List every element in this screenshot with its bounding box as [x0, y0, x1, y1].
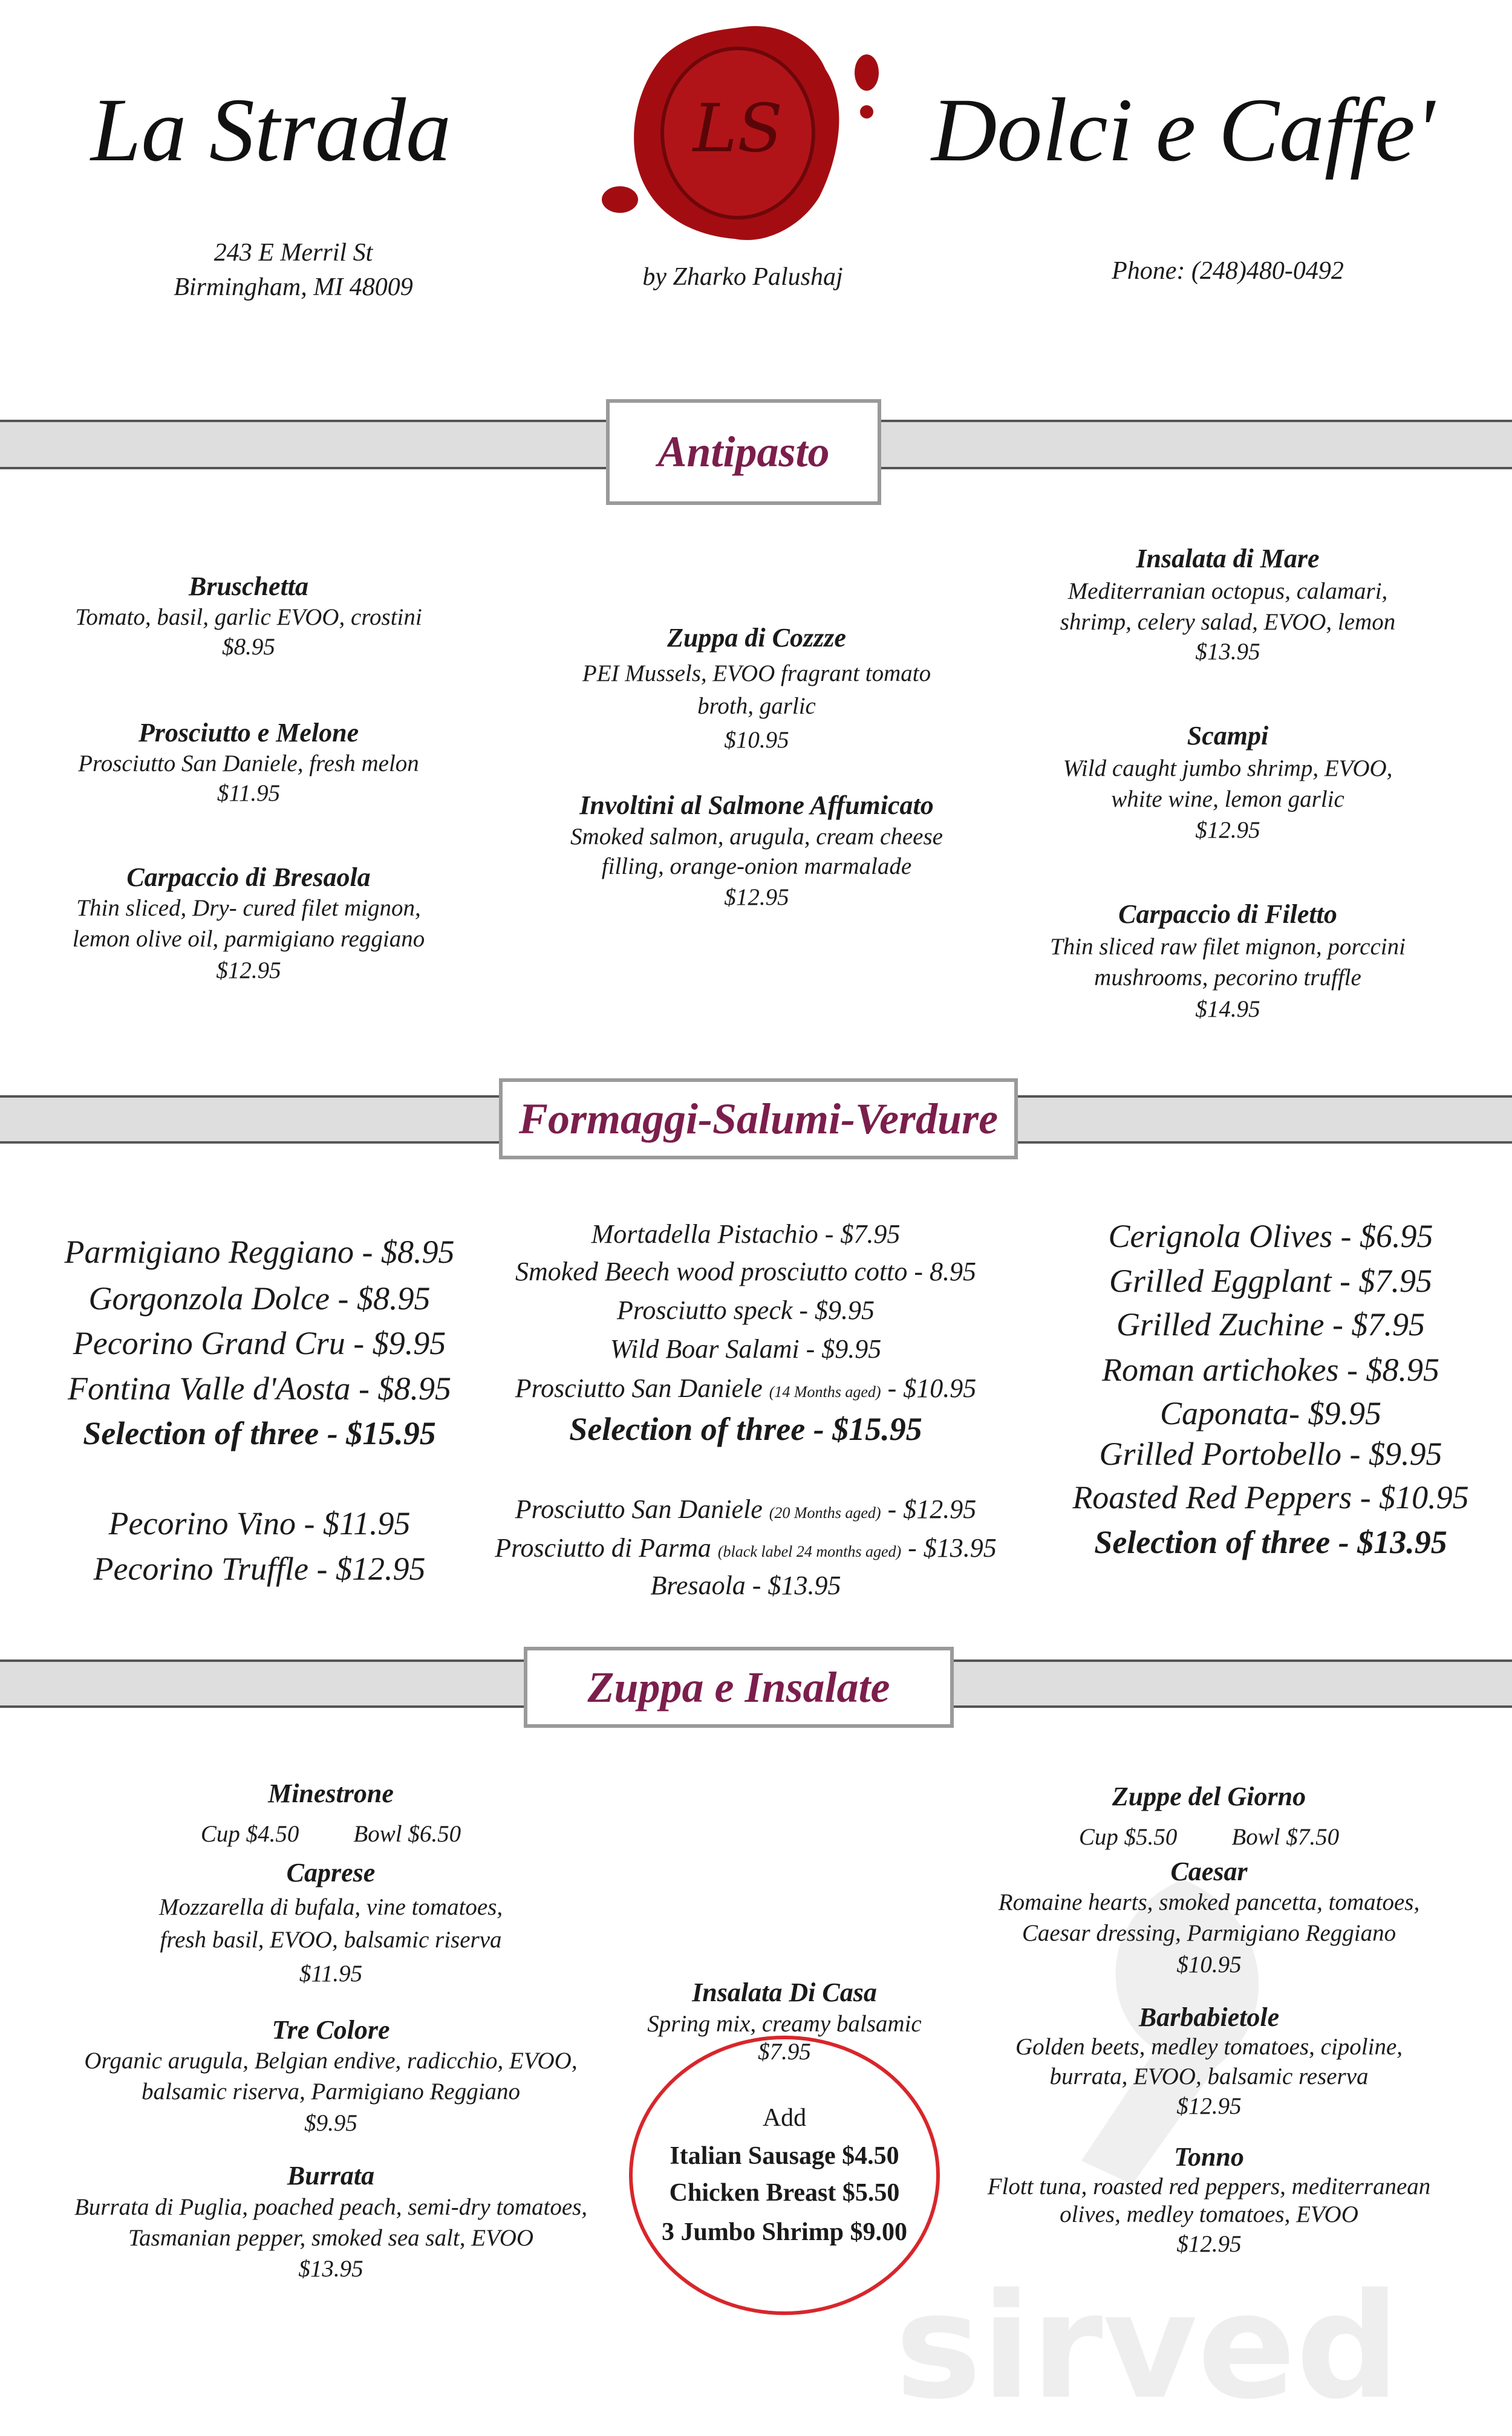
watermark: sirved — [895, 2262, 1400, 2431]
item-price: $10.95 — [724, 727, 789, 753]
cup-bowl-prices — [1079, 1824, 1339, 1851]
item-desc: Organic arugula, Belgian endive, radicchio, EVOO, — [84, 2048, 578, 2074]
item-desc: Spring mix, creamy balsamic — [647, 2011, 922, 2037]
item-price: $14.95 — [1195, 996, 1260, 1022]
salumi-price: - $12.95 — [881, 1494, 977, 1524]
item-price: $12.95 — [1195, 817, 1260, 843]
address-line1: 243 E Merril St — [213, 239, 373, 267]
item-price: $12.95 — [724, 884, 789, 910]
item-desc: Thin sliced, Dry- cured filet mignon, — [76, 895, 421, 921]
phone: Phone: (248)480-0492 — [1112, 257, 1344, 285]
salumi-item: Mortadella Pistachio - $7.95 — [591, 1219, 901, 1249]
item-name: Involtini al Salmone Affumicato — [579, 790, 934, 820]
add-on-item: Chicken Breast $5.50 — [669, 2179, 900, 2207]
verdure-item: Grilled Eggplant - $7.95 — [1109, 1263, 1432, 1299]
item-name: Minestrone — [268, 1779, 394, 1808]
salumi-name: Prosciutto San Daniele — [515, 1494, 763, 1524]
wax-seal-logo — [596, 15, 886, 251]
section-title-zuppa: Zuppa e Insalate — [587, 1663, 890, 1711]
cup-price: Cup $5.50 — [1078, 1824, 1178, 1850]
verdure-item: Grilled Zuchine - $7.95 — [1116, 1306, 1425, 1343]
item-desc: PEI Mussels, EVOO fragrant tomato — [582, 660, 931, 686]
item-desc: Thin sliced raw filet mignon, porccini — [1050, 934, 1406, 960]
cup-price: Cup $4.50 — [200, 1821, 299, 1847]
add-on-item: 3 Jumbo Shrimp $9.00 — [661, 2218, 908, 2246]
address — [174, 236, 412, 304]
item-desc: olives, medley tomatoes, EVOO — [1060, 2201, 1358, 2227]
item-price: $7.95 — [758, 2039, 811, 2065]
salumi-name: Prosciutto di Parma — [495, 1533, 711, 1563]
cheese-item: Pecorino Vino - $11.95 — [108, 1505, 411, 1542]
item-desc: Flott tuna, roasted red peppers, mediterranean — [987, 2174, 1431, 2200]
item-desc: Caesar dressing, Parmigiano Reggiano — [1022, 1920, 1396, 1946]
address-line2: Birmingham, MI 48009 — [174, 273, 413, 301]
restaurant-name: La Strada — [91, 80, 451, 180]
cheese-item: Pecorino Grand Cru - $9.95 — [73, 1325, 446, 1361]
item-desc: white wine, lemon garlic — [1111, 786, 1344, 812]
verdure-item: Cerignola Olives - $6.95 — [1108, 1218, 1433, 1254]
section-title-box — [606, 399, 881, 505]
salumi-note: (black label 24 months aged) — [717, 1543, 902, 1560]
item-desc: Mediterranian octopus, calamari, — [1067, 578, 1388, 604]
item-name: Insalata di Mare — [1136, 544, 1320, 573]
item-name: Caprese — [286, 1858, 376, 1887]
salumi-name: Prosciutto San Daniele — [515, 1373, 763, 1403]
salumi-note: (14 Months aged) — [769, 1383, 881, 1401]
salumi-note: (20 Months aged) — [769, 1504, 881, 1522]
item-desc: Tasmanian pepper, smoked sea salt, EVOO — [128, 2225, 534, 2251]
item-price: $11.95 — [217, 780, 281, 806]
salumi-price: - $10.95 — [881, 1373, 977, 1403]
item-desc: Golden beets, medley tomatoes, cipoline, — [1015, 2034, 1403, 2060]
salumi-item — [495, 1533, 997, 1564]
item-desc: Wild caught jumbo shrimp, EVOO, — [1063, 755, 1393, 781]
verdure-item: Roasted Red Peppers - $10.95 — [1072, 1479, 1469, 1516]
bowl-price: Bowl $7.50 — [1231, 1824, 1340, 1850]
add-label: Add — [762, 2104, 807, 2132]
item-price: $12.95 — [1176, 2093, 1242, 2119]
item-desc: filling, orange-onion marmalade — [601, 853, 912, 879]
section-title-box — [499, 1078, 1018, 1159]
item-price: $12.95 — [1176, 2231, 1242, 2257]
section-title-box — [524, 1647, 954, 1728]
cup-bowl-prices — [201, 1821, 461, 1848]
item-desc: lemon olive oil, parmigiano reggiano — [72, 926, 425, 952]
item-name: Prosciutto e Melone — [138, 718, 359, 747]
cheese-item: Gorgonzola Dolce - $8.95 — [88, 1280, 431, 1317]
cheese-item: Pecorino Truffle - $12.95 — [93, 1551, 426, 1587]
item-desc: Burrata di Puglia, poached peach, semi-dry tomatoes, — [74, 2194, 588, 2220]
salumi-item: Smoked Beech wood prosciutto cotto - 8.95 — [515, 1257, 977, 1286]
item-desc: burrata, EVOO, balsamic reserva — [1049, 2063, 1369, 2089]
salumi-item: Bresaola - $13.95 — [650, 1571, 841, 1600]
bowl-price: Bowl $6.50 — [353, 1821, 461, 1847]
verdure-item: Grilled Portobello - $9.95 — [1099, 1436, 1442, 1472]
salumi-item — [515, 1373, 977, 1404]
section-title-formaggi: Formaggi-Salumi-Verdure — [518, 1094, 999, 1143]
salumi-selection: Selection of three - $15.95 — [569, 1411, 922, 1447]
item-price: $8.95 — [222, 634, 275, 660]
salumi-item — [515, 1494, 977, 1525]
item-desc: fresh basil, EVOO, balsamic riserva — [160, 1927, 502, 1953]
item-desc: Romaine hearts, smoked pancetta, tomatoes, — [998, 1889, 1420, 1915]
item-desc: shrimp, celery salad, EVOO, lemon — [1060, 609, 1396, 635]
cheese-item: Fontina Valle d'Aosta - $8.95 — [68, 1370, 451, 1407]
cafe-name: Dolci e Caffe' — [931, 80, 1435, 180]
item-price: $10.95 — [1176, 1952, 1242, 1978]
cheese-selection: Selection of three - $15.95 — [83, 1415, 436, 1451]
item-name: Caesar — [1170, 1857, 1248, 1886]
item-name: Zuppa di Cozzze — [667, 623, 846, 653]
add-on-item: Italian Sausage $4.50 — [670, 2142, 899, 2170]
item-price: $12.95 — [216, 957, 281, 983]
item-desc: Smoked salmon, arugula, cream cheese — [570, 824, 943, 850]
item-name: Carpaccio di Filetto — [1118, 899, 1337, 929]
verdure-selection: Selection of three - $13.95 — [1094, 1524, 1447, 1560]
item-price: $13.95 — [298, 2256, 363, 2282]
item-name: Insalata Di Casa — [692, 1978, 877, 2007]
item-desc: Prosciutto San Daniele, fresh melon — [78, 751, 419, 777]
cheese-item: Parmigiano Reggiano - $8.95 — [64, 1234, 455, 1270]
add-ons-circle — [629, 2036, 940, 2315]
item-desc: balsamic riserva, Parmigiano Reggiano — [141, 2079, 521, 2105]
salumi-item: Prosciutto speck - $9.95 — [616, 1295, 875, 1325]
byline: by Zharko Palushaj — [642, 263, 843, 291]
item-name: Zuppe del Giorno — [1112, 1782, 1306, 1811]
item-price: $13.95 — [1195, 639, 1260, 665]
item-desc: mushrooms, pecorino truffle — [1094, 965, 1361, 991]
verdure-item: Roman artichokes - $8.95 — [1102, 1352, 1439, 1388]
item-desc: Mozzarella di bufala, vine tomatoes, — [158, 1894, 503, 1920]
item-name: Tre Colore — [272, 2015, 390, 2045]
item-desc: Tomato, basil, garlic EVOO, crostini — [75, 604, 422, 630]
verdure-item: Caponata- $9.95 — [1159, 1395, 1382, 1431]
item-desc: broth, garlic — [697, 693, 816, 719]
svg-text:LS: LS — [692, 90, 783, 167]
item-name: Bruschetta — [188, 572, 309, 601]
salumi-price: - $13.95 — [901, 1533, 997, 1563]
item-name: Carpaccio di Bresaola — [126, 862, 371, 892]
item-name: Tonno — [1174, 2142, 1244, 2172]
item-price: $11.95 — [299, 1961, 363, 1987]
section-title-antipasto: Antipasto — [657, 428, 830, 476]
salumi-item: Wild Boar Salami - $9.95 — [610, 1334, 882, 1364]
item-name: Burrata — [287, 2161, 375, 2190]
item-price: $9.95 — [304, 2110, 357, 2136]
item-name: Barbabietole — [1138, 2002, 1280, 2032]
item-name: Scampi — [1187, 721, 1269, 751]
